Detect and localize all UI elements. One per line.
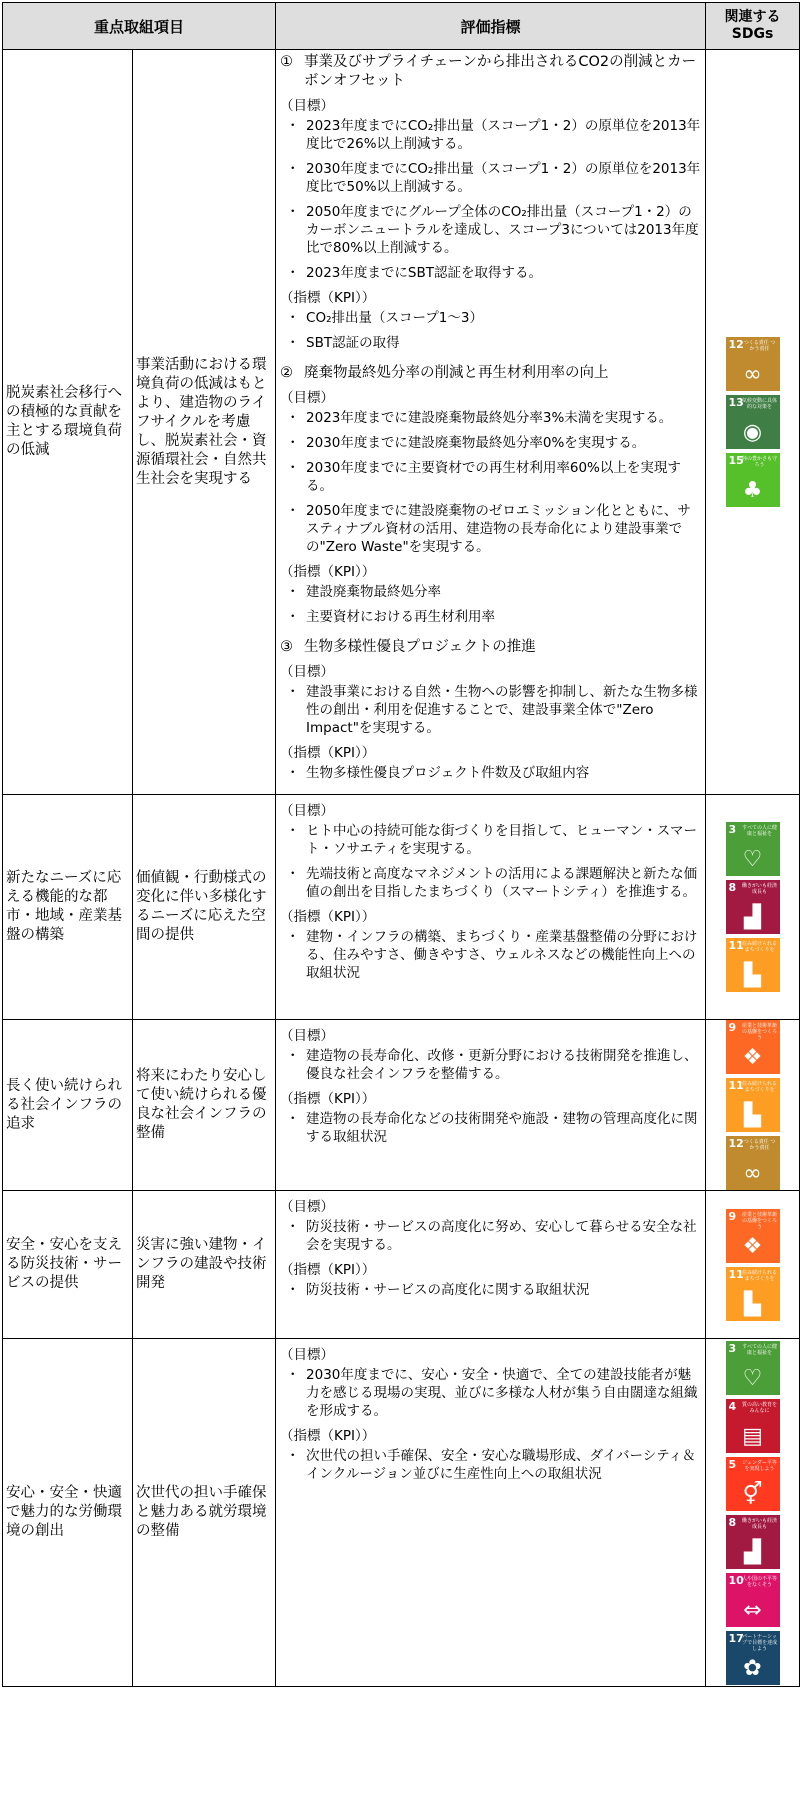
sdg-number: 9: [728, 1209, 737, 1223]
equality-icon: ⇔: [743, 1597, 762, 1623]
indicator-section: [280, 364, 701, 626]
sdg-goal-3-icon: [726, 1341, 780, 1395]
tree-icon: ♣: [742, 478, 763, 503]
indicator-cell: [276, 50, 706, 795]
bullet: ・: [286, 866, 300, 882]
sdg-goal-10-icon: [726, 1573, 780, 1627]
item-text: SBT認証の取得: [306, 335, 400, 351]
table-row: [3, 1339, 800, 1687]
item-text: 防災技術・サービスの高度化に関する取組状況: [306, 1282, 590, 1298]
bullet: ・: [286, 410, 300, 426]
sdg-cell: [706, 50, 800, 795]
goal-label: （目標）: [280, 98, 335, 114]
sdg-cell: [706, 1339, 800, 1687]
sdg-number: 5: [728, 1457, 737, 1471]
heartbeat-icon: ♡: [742, 1365, 763, 1391]
bullet: ・: [286, 765, 300, 781]
list-item: [280, 160, 701, 196]
book-icon: ▤: [742, 1423, 763, 1449]
sdg-number: 12: [728, 1137, 744, 1150]
item-text: 2023年度までに建設廃棄物最終処分率3%未満を実現する。: [306, 410, 673, 426]
focus-theme: 価値観・行動様式の変化に伴い多様化するニーズに応えた空間の提供: [133, 795, 276, 1020]
list-item: [280, 409, 701, 427]
goal-label: （目標）: [280, 803, 335, 819]
sdg-goal-3-icon: [726, 822, 780, 876]
focus-category: 新たなニーズに応える機能的な都市・地域・産業基盤の構築: [3, 795, 133, 1020]
item-text: 2030年度までに、安心・安全・快適で、全ての建設技能者が魅力を感じる現場の実現、並びに多様な人材が集う自由闊達な組織を形成する。: [306, 1367, 698, 1419]
sdg-title: つくる責任 つかう責任: [743, 1139, 776, 1151]
list-item: [280, 1447, 701, 1483]
sdg-icons: [726, 822, 780, 992]
sdg-number: 8: [728, 1515, 737, 1529]
sdg-number: 3: [728, 1341, 737, 1355]
sdg-cell: [706, 795, 800, 1020]
item-text: 2050年度までにグループ全体のCO₂排出量（スコープ1・2）のカーボンニュートラルを達成し、スコープ3については2013年度比で80%以上削減する。: [306, 204, 699, 256]
bullet: ・: [286, 1282, 300, 1298]
section-title: [280, 53, 701, 91]
focus-category: 脱炭素社会移行への積極的な貢献を主とする環境負荷の低減: [3, 50, 133, 795]
bullet: ・: [286, 1448, 300, 1464]
bullet: ・: [286, 118, 300, 134]
goal-label: （目標）: [280, 1347, 335, 1363]
list-item: [280, 1047, 701, 1083]
focus-theme: 災害に強い建物・インフラの建設や技術開発: [133, 1191, 276, 1339]
goal-label: （目標）: [280, 1199, 335, 1215]
city-icon: ▙: [744, 1291, 761, 1317]
list-item: [280, 865, 701, 901]
sdg-number: 10: [728, 1573, 744, 1587]
growth-chart-icon: ▟: [744, 905, 761, 930]
bullet: ・: [286, 1111, 300, 1127]
bullet: ・: [286, 929, 300, 945]
sdg-goal-5-icon: [726, 1457, 780, 1511]
focus-theme: 次世代の担い手確保と魅力ある就労環境の整備: [133, 1339, 276, 1687]
list-item: [280, 683, 701, 737]
section-title-text: 生物多様性優良プロジェクトの推進: [304, 639, 536, 655]
sdg-goal-13-icon: [726, 395, 780, 449]
sdg-goal-11-icon: [726, 1078, 780, 1132]
bullet: ・: [286, 1367, 300, 1383]
item-text: 2050年度までに建設廃棄物のゼロエミッション化とともに、サスティナブル資材の活用、建造物の長寿命化により建設事業での"Zero Waste"を実現する。: [306, 503, 691, 555]
infinity-icon: ∞: [743, 1161, 762, 1186]
sdg-title: すべての人に健康と福祉を: [742, 825, 777, 837]
sdg-title: パートナーシップで目標を達成しよう: [741, 1633, 778, 1652]
kpi-list: [280, 309, 701, 352]
kpi-label: （指標（KPI））: [280, 564, 376, 580]
section-title-text: 廃棄物最終処分率の削減と再生材利用率の向上: [304, 365, 609, 381]
list-item: [280, 583, 701, 601]
item-text: 生物多様性優良プロジェクト件数及び取組内容: [306, 765, 590, 781]
indicator-cell: [276, 1020, 706, 1191]
sdg-title: つくる責任 つかう責任: [743, 340, 776, 352]
goal-list: [280, 1218, 701, 1254]
item-text: 2023年度までにCO₂排出量（スコープ1・2）の原単位を2013年度比で26%以上削減する。: [306, 118, 701, 152]
bullet: ・: [286, 161, 300, 177]
header-focus-items: 重点取組項目: [3, 3, 276, 50]
sdg-number: 8: [728, 881, 737, 894]
sdg-title: 陸の豊かさも守ろう: [742, 456, 778, 468]
sdg-title: すべての人に健康と福祉を: [742, 1343, 777, 1356]
bullet: ・: [286, 435, 300, 451]
list-item: [280, 459, 701, 495]
sdg-number: 3: [728, 823, 737, 836]
sdg-number: 12: [728, 338, 744, 351]
kpi-list: [280, 1281, 701, 1299]
item-text: ヒト中心の持続可能な街づくりを目指して、ヒューマン・スマート・ソサエティを実現する。: [306, 823, 697, 857]
table-row: [3, 50, 800, 795]
indicator-cell: [276, 1339, 706, 1687]
sdg-goal-8-icon: [726, 1515, 780, 1569]
header-indicators: 評価指標: [276, 3, 706, 50]
item-text: 主要資材における再生材利用率: [306, 609, 496, 625]
focus-category: 安心・安全・快適で魅力的な労働環境の創出: [3, 1339, 133, 1687]
goal-list: [280, 822, 701, 901]
sdg-goal-9-icon: [726, 1209, 780, 1263]
kpi-label: （指標（KPI））: [280, 1428, 376, 1444]
sdg-title: 人や国の不平等をなくそう: [742, 1575, 778, 1588]
kpi-list: [280, 1447, 701, 1483]
list-item: [280, 117, 701, 153]
heartbeat-icon: ♡: [742, 847, 763, 872]
sdg-cell: [706, 1020, 800, 1191]
flower-icon: ✿: [743, 1655, 762, 1681]
sdg-goal-11-icon: [726, 1267, 780, 1321]
sdg-title: 住み続けられるまちづくりを: [742, 1269, 778, 1282]
sdg-goal-15-icon: [726, 453, 780, 507]
indicator-section: [280, 638, 701, 782]
list-item: [280, 1218, 701, 1254]
sdg-title: 産業と技術革新の基盤をつくろう: [742, 1023, 778, 1041]
gender-icon: ⚥: [742, 1481, 763, 1507]
goal-label: （目標）: [280, 390, 335, 406]
kpi-list: [280, 928, 701, 982]
list-item: [280, 1110, 701, 1146]
list-item: [280, 502, 701, 556]
sdg-icons: [726, 1209, 780, 1321]
list-item: [280, 928, 701, 982]
goal-label: （目標）: [280, 664, 335, 680]
kpi-list: [280, 583, 701, 626]
bullet: ・: [286, 204, 300, 220]
list-item: [280, 264, 701, 282]
section-number: ③: [280, 639, 294, 655]
bullet: ・: [286, 335, 300, 351]
sdg-goal-4-icon: [726, 1399, 780, 1453]
sdg-number: 11: [728, 1267, 744, 1281]
sdg-number: 17: [728, 1631, 744, 1645]
item-text: 防災技術・サービスの高度化に努め、安心して暮らせる安全な社会を実現する。: [306, 1219, 697, 1253]
list-item: [280, 203, 701, 257]
city-icon: ▙: [744, 963, 761, 988]
sdg-title: 気候変動に具体的な対策を: [742, 398, 778, 410]
bullet: ・: [286, 310, 300, 326]
indicator-cell: [276, 1191, 706, 1339]
table-body: [3, 50, 800, 1687]
kpi-label: （指標（KPI））: [280, 909, 376, 925]
bullet: ・: [286, 609, 300, 625]
sdg-number: 15: [728, 454, 744, 467]
item-text: 建造物の長寿命化、改修・更新分野における技術開発を推進し、優良な社会インフラを整備する。: [306, 1048, 698, 1082]
table-row: [3, 795, 800, 1020]
sdg-cell: [706, 1191, 800, 1339]
indicator-section: [280, 53, 701, 352]
kpi-list: [280, 1110, 701, 1146]
sdg-title: 住み続けられるまちづくりを: [742, 941, 778, 953]
bullet: ・: [286, 584, 300, 600]
item-text: 建設事業における自然・生物への影響を抑制し、新たな生物多様性の創出・利用を促進することで、建設事業全体で"Zero Impact"を実現する。: [306, 684, 698, 736]
goal-list: [280, 1366, 701, 1420]
sdg-title: 働きがいも経済成長も: [742, 883, 778, 895]
infinity-icon: ∞: [743, 362, 762, 387]
list-item: [280, 434, 701, 452]
sdgs-materiality-table: [2, 2, 800, 1687]
sdg-title: ジェンダー平等を実現しよう: [742, 1459, 777, 1472]
item-text: 次世代の担い手確保、安全・安心な職場形成、ダイバーシティ＆インクルージョン並びに生産性向上への取組状況: [306, 1448, 696, 1482]
goal-label: （目標）: [280, 1028, 335, 1044]
item-text: 建造物の長寿命化などの技術開発や施設・建物の管理高度化に関する取組状況: [306, 1111, 698, 1145]
header-sdgs-line1: 関連する: [724, 9, 781, 25]
sdg-title: 質の高い教育をみんなに: [742, 1401, 778, 1414]
sdg-title: 住み続けられるまちづくりを: [742, 1081, 778, 1093]
sdg-title: 産業と技術革新の基盤をつくろう: [742, 1211, 778, 1230]
bullet: ・: [286, 503, 300, 519]
item-text: 建設廃棄物最終処分率: [306, 584, 442, 600]
kpi-label: （指標（KPI））: [280, 290, 376, 306]
list-item: [280, 309, 701, 327]
growth-chart-icon: ▟: [744, 1539, 761, 1565]
header-sdgs: [706, 3, 800, 50]
cubes-icon: ❖: [742, 1045, 763, 1070]
sdg-goal-12-icon: [726, 1136, 780, 1190]
item-text: 2023年度までにSBT認証を取得する。: [306, 265, 542, 281]
item-text: 2030年度までに建設廃棄物最終処分率0%を実現する。: [306, 435, 646, 451]
city-icon: ▙: [744, 1103, 761, 1128]
kpi-label: （指標（KPI））: [280, 745, 376, 761]
item-text: CO₂排出量（スコープ1～3）: [306, 310, 483, 326]
table-row: [3, 1191, 800, 1339]
sdg-icons: [726, 1341, 780, 1685]
item-text: 2030年度までにCO₂排出量（スコープ1・2）の原単位を2013年度比で50%以上削減する。: [306, 161, 701, 195]
item-text: 建物・インフラの構築、まちづくり・産業基盤整備の分野における、住みやすさ、働きやすさ、ウェルネスなどの機能性向上への取組状況: [306, 929, 698, 981]
sdg-number: 9: [728, 1021, 737, 1034]
section-number: ①: [280, 54, 294, 70]
kpi-label: （指標（KPI））: [280, 1091, 376, 1107]
sdg-number: 13: [728, 396, 744, 409]
cubes-icon: ❖: [742, 1233, 763, 1259]
item-text: 2030年度までに主要資材での再生材利用率60%以上を実現する。: [306, 460, 681, 494]
list-item: [280, 1281, 701, 1299]
indicator-section: [280, 802, 701, 982]
focus-category: 長く使い続けられる社会インフラの追求: [3, 1020, 133, 1191]
bullet: ・: [286, 684, 300, 700]
indicator-section: [280, 1198, 701, 1299]
sdg-number: 11: [728, 939, 744, 952]
kpi-label: （指標（KPI））: [280, 1262, 376, 1278]
header-sdgs-line2: SDGs: [731, 26, 774, 42]
sdg-goal-12-icon: [726, 337, 780, 391]
bullet: ・: [286, 460, 300, 476]
eye-globe-icon: ◉: [742, 420, 763, 445]
bullet: ・: [286, 1048, 300, 1064]
sdg-goal-17-icon: [726, 1631, 780, 1685]
sdg-goal-8-icon: [726, 880, 780, 934]
list-item: [280, 608, 701, 626]
sdg-number: 4: [728, 1399, 737, 1413]
list-item: [280, 822, 701, 858]
sdg-title: 働きがいも経済成長も: [742, 1517, 778, 1530]
kpi-list: [280, 764, 701, 782]
list-item: [280, 764, 701, 782]
goal-list: [280, 683, 701, 737]
sdg-number: 11: [728, 1079, 744, 1092]
indicator-cell: [276, 795, 706, 1020]
focus-theme: 事業活動における環境負荷の低減はもとより、建造物のライフサイクルを考慮し、脱炭素社会・資源循環社会・自然共生社会を実現する: [133, 50, 276, 795]
section-title-text: 事業及びサプライチェーンから排出されるCO2の削減とカーボンオフセット: [304, 54, 697, 89]
bullet: ・: [286, 823, 300, 839]
indicator-section: [280, 1346, 701, 1483]
section-title: [280, 638, 701, 657]
sdg-icons: [726, 1020, 780, 1190]
sdg-goal-9-icon: [726, 1020, 780, 1074]
focus-category: 安全・安心を支える防災技術・サービスの提供: [3, 1191, 133, 1339]
focus-theme: 将来にわたり安心して使い続けられる優良な社会インフラの整備: [133, 1020, 276, 1191]
section-number: ②: [280, 365, 294, 381]
goal-list: [280, 409, 701, 556]
list-item: [280, 334, 701, 352]
indicator-section: [280, 1027, 701, 1146]
bullet: ・: [286, 265, 300, 281]
goal-list: [280, 117, 701, 282]
item-text: 先端技術と高度なマネジメントの活用による課題解決と新たな価値の創出を目指したまちづくり（スマートシティ）を推進する。: [306, 866, 698, 900]
sdg-icons: [726, 337, 780, 507]
section-title: [280, 364, 701, 383]
table-row: [3, 1020, 800, 1191]
goal-list: [280, 1047, 701, 1083]
list-item: [280, 1366, 701, 1420]
bullet: ・: [286, 1219, 300, 1235]
sdg-goal-11-icon: [726, 938, 780, 992]
